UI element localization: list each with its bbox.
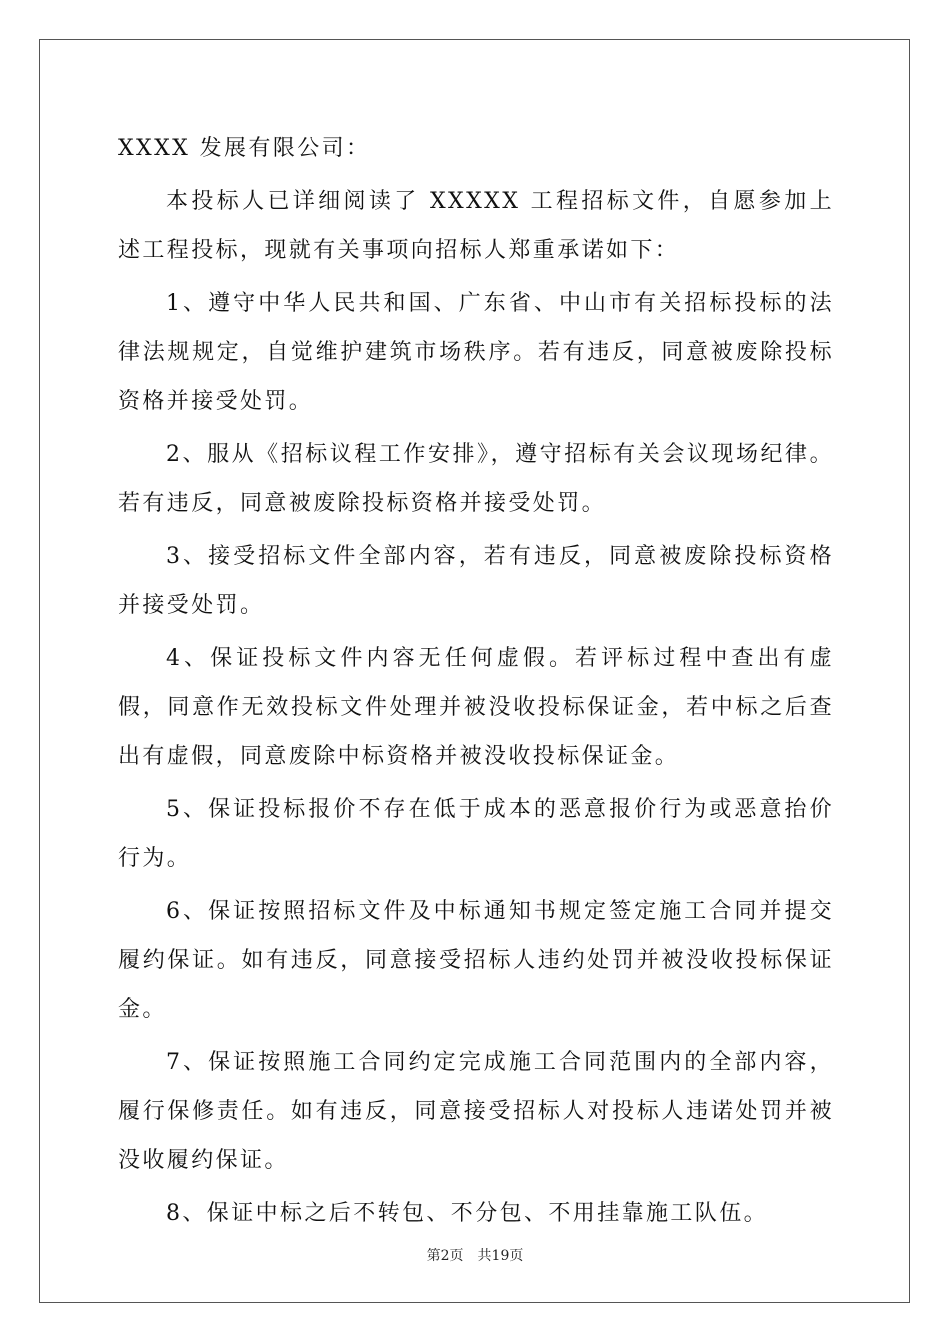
paragraph-item-8: 8、保证中标之后不转包、不分包、不用挂靠施工队伍。 (166, 1201, 768, 1226)
page-number: 第2页 (426, 1248, 464, 1264)
page-footer (0, 1246, 950, 1266)
document-body (118, 124, 834, 1242)
paragraph-item-3: 3、接受招标文件全部内容，若有违反，同意被废除投标资格并接受处罚。 (118, 544, 834, 618)
paragraph-item-2: 2、服从《招标议程工作安排》，遵守招标有关会议现场纪律。若有违反，同意被废除投标资格并接受处罚。 (118, 442, 834, 516)
paragraph-item-7: 7、保证按照施工合同约定完成施工合同范围内的全部内容，履行保修责任。如有违反，同意接受招标人对投标人违诺处罚并被没收履约保证。 (118, 1050, 834, 1173)
paragraph-item-4: 4、保证投标文件内容无任何虚假。若评标过程中查出有虚假，同意作无效投标文件处理并被没收投标保证金，若中标之后查出有虚假，同意废除中标资格并被没收投标保证金。 (118, 646, 834, 769)
paragraph-intro: 本投标人已详细阅读了 XXXXX 工程招标文件，自愿参加上述工程投标，现就有关事项向招标人郑重承诺如下： (118, 189, 834, 263)
paragraph-item-5: 5、保证投标报价不存在低于成本的恶意报价行为或恶意抬价行为。 (118, 797, 834, 871)
page-total: 共19页 (477, 1248, 524, 1264)
salutation: XXXX 发展有限公司： (118, 136, 371, 161)
paragraph-item-6: 6、保证按照招标文件及中标通知书规定签定施工合同并提交履约保证。如有违反，同意接受招标人违约处罚并被没收投标保证金。 (118, 899, 834, 1022)
paragraph-item-1: 1、遵守中华人民共和国、广东省、中山市有关招标投标的法律法规规定，自觉维护建筑市场秩序。若有违反，同意被废除投标资格并接受处罚。 (118, 291, 834, 414)
